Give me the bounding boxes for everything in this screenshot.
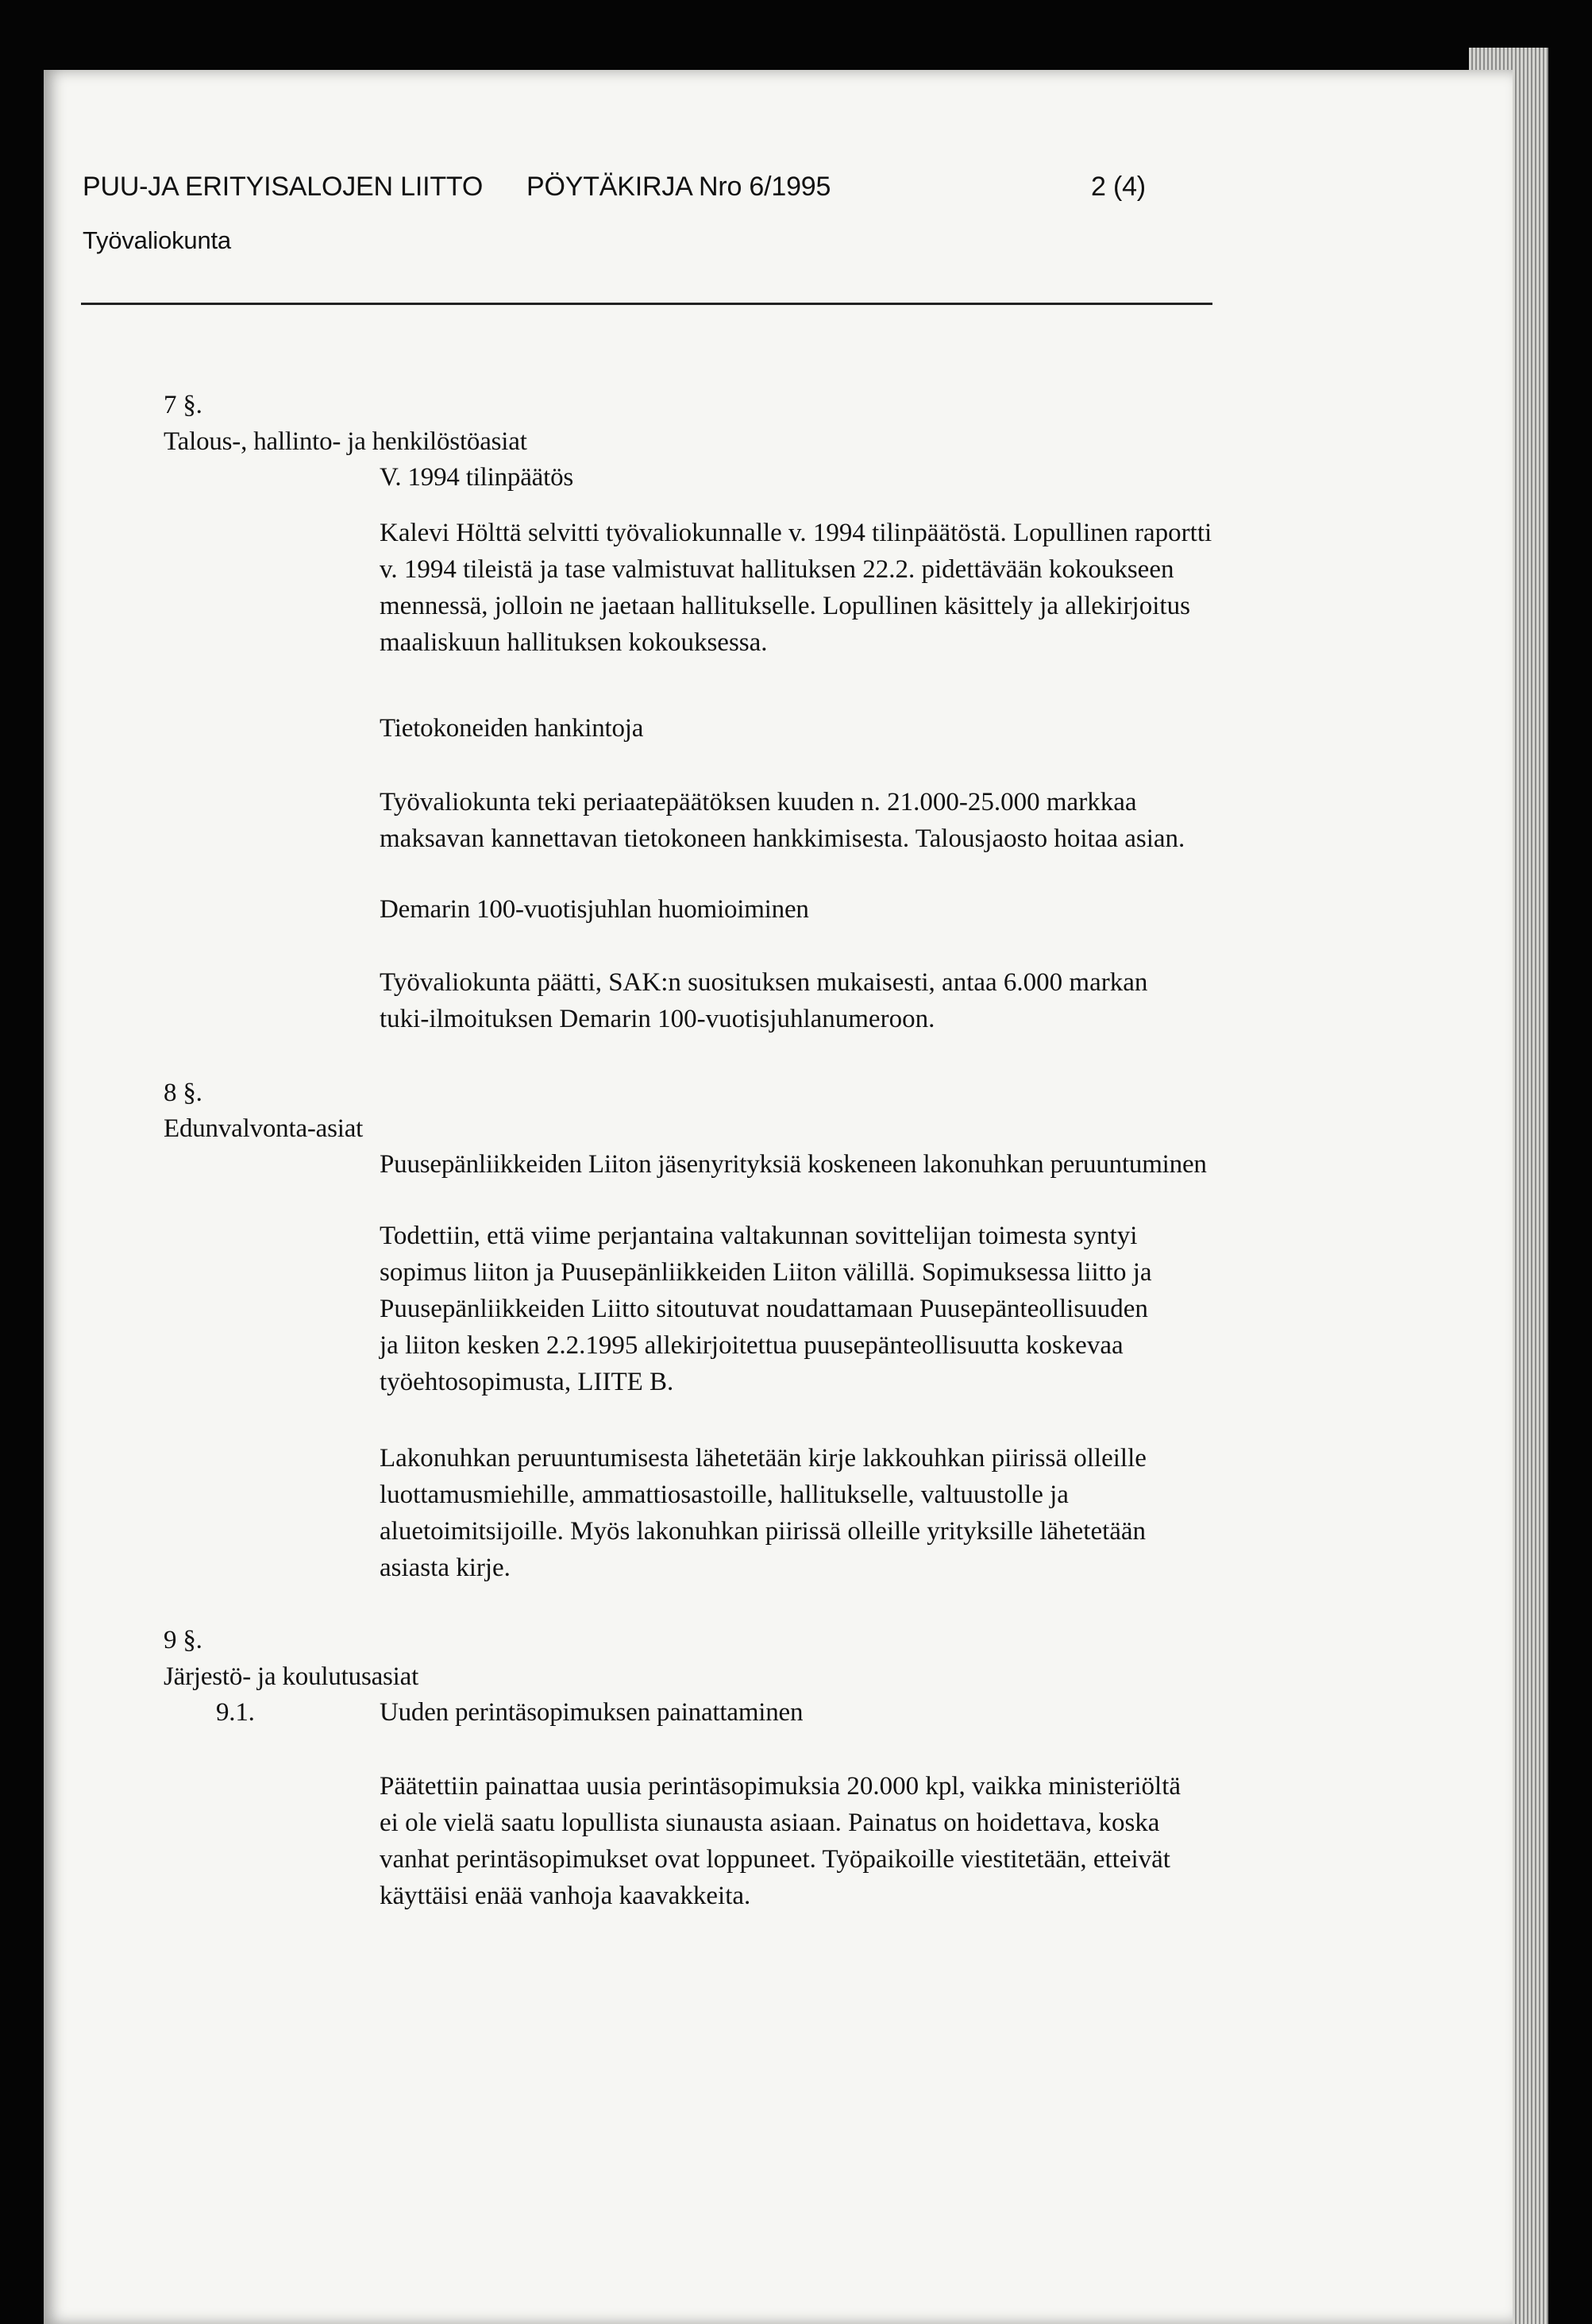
text-line: Päätettiin painattaa uusia perintäsopimuksia 20.000 kpl, vaikka ministeriöltä — [380, 1772, 1181, 1801]
text-line: aluetoimitsijoille. Myös lakonuhkan piirissä olleille yrityksille lähetetään — [380, 1517, 1147, 1546]
paragraph-demari — [380, 964, 1239, 1037]
text-line: Työvaliokunta päätti, SAK:n suosituksen mukaisesti, antaa 6.000 markan — [380, 968, 1148, 997]
text-line: Lakonuhkan peruuntumisesta lähetetään kirje lakkouhkan piirissä olleille — [380, 1444, 1147, 1473]
section-7-number: 7 §. — [164, 391, 202, 419]
text-line: v. 1994 tileistä ja tase valmistuvat hallituksen 22.2. pidettävään kokoukseen — [380, 555, 1174, 584]
text-line: käyttäisi enää vanhoja kaavakkeita. — [380, 1882, 751, 1910]
section-7-heading: Talous-, hallinto- ja henkilöstöasiat — [164, 427, 527, 456]
paragraph-tietokoneet — [380, 784, 1239, 857]
subsection-number: 9.1. — [216, 1698, 255, 1727]
subsection-title: V. 1994 tilinpäätös — [380, 463, 574, 492]
subsection-title: Puusepänliikkeiden Liiton jäsenyrityksiä koskeneen lakonuhkan peruuntuminen — [380, 1150, 1207, 1179]
page-number: 2 (4) — [1091, 172, 1146, 202]
paragraph-perintasopimus — [380, 1768, 1239, 1914]
text-line: tuki-ilmoituksen Demarin 100-vuotisjuhlanumeroon. — [380, 1005, 935, 1033]
text-line: Todettiin, että viime perjantaina valtakunnan sovittelijan toimesta syntyi — [380, 1222, 1138, 1250]
text-line: Puusepänliikkeiden Liitto sitoutuvat noudattamaan Puusepänteollisuuden — [380, 1295, 1148, 1323]
committee-name: Työvaliokunta — [83, 226, 231, 254]
text-line: Kalevi Hölttä selvitti työvaliokunnalle v. 1994 tilinpäätöstä. Lopullinen raportti — [380, 519, 1212, 547]
section-9-heading: Järjestö- ja koulutusasiat — [164, 1662, 419, 1691]
org-title: PUU-JA ERITYISALOJEN LIITTO — [83, 172, 484, 202]
section-9-number: 9 §. — [164, 1626, 202, 1654]
header-rule — [81, 303, 1212, 305]
doc-title: PÖYTÄKIRJA Nro 6/1995 — [526, 172, 831, 202]
section-8-heading: Edunvalvonta-asiat — [164, 1114, 364, 1143]
text-line: maaliskuun hallituksen kokouksessa. — [380, 628, 768, 657]
subsection-title: Tietokoneiden hankintoja — [380, 714, 644, 743]
text-line: asiasta kirje. — [380, 1554, 511, 1582]
text-line: sopimus liiton ja Puusepänliikkeiden Liiton välillä. Sopimuksessa liitto ja — [380, 1258, 1152, 1287]
text-line: ei ole vielä saatu lopullista siunausta asiaan. Painatus on hoidettava, koska — [380, 1809, 1160, 1837]
paragraph-tilinpaatos — [380, 515, 1239, 661]
paragraph-sopimus — [380, 1218, 1239, 1400]
text-line: ja liiton kesken 2.2.1995 allekirjoitettua puusepänteollisuutta koskevaa — [380, 1331, 1124, 1360]
document-page — [44, 70, 1513, 2324]
text-line: mennessä, jolloin ne jaetaan hallitukselle. Lopullinen käsittely ja allekirjoitus — [380, 592, 1190, 620]
section-8-number: 8 §. — [164, 1079, 202, 1107]
text-line: maksavan kannettavan tietokoneen hankkimisesta. Talousjaosto hoitaa asian. — [380, 824, 1185, 853]
text-line: Työvaliokunta teki periaatepäätöksen kuuden n. 21.000-25.000 markkaa — [380, 788, 1137, 816]
paragraph-lakonuhka — [380, 1440, 1239, 1586]
text-line: luottamusmiehille, ammattiosastoille, hallitukselle, valtuustolle ja — [380, 1480, 1069, 1509]
text-line: vanhat perintäsopimukset ovat loppuneet. Työpaikoille viestitetään, etteivät — [380, 1845, 1170, 1874]
subsection-title: Uuden perintäsopimuksen painattaminen — [380, 1698, 804, 1727]
text-line: työehtosopimusta, LIITE B. — [380, 1368, 674, 1396]
subsection-title: Demarin 100-vuotisjuhlan huomioiminen — [380, 895, 809, 924]
